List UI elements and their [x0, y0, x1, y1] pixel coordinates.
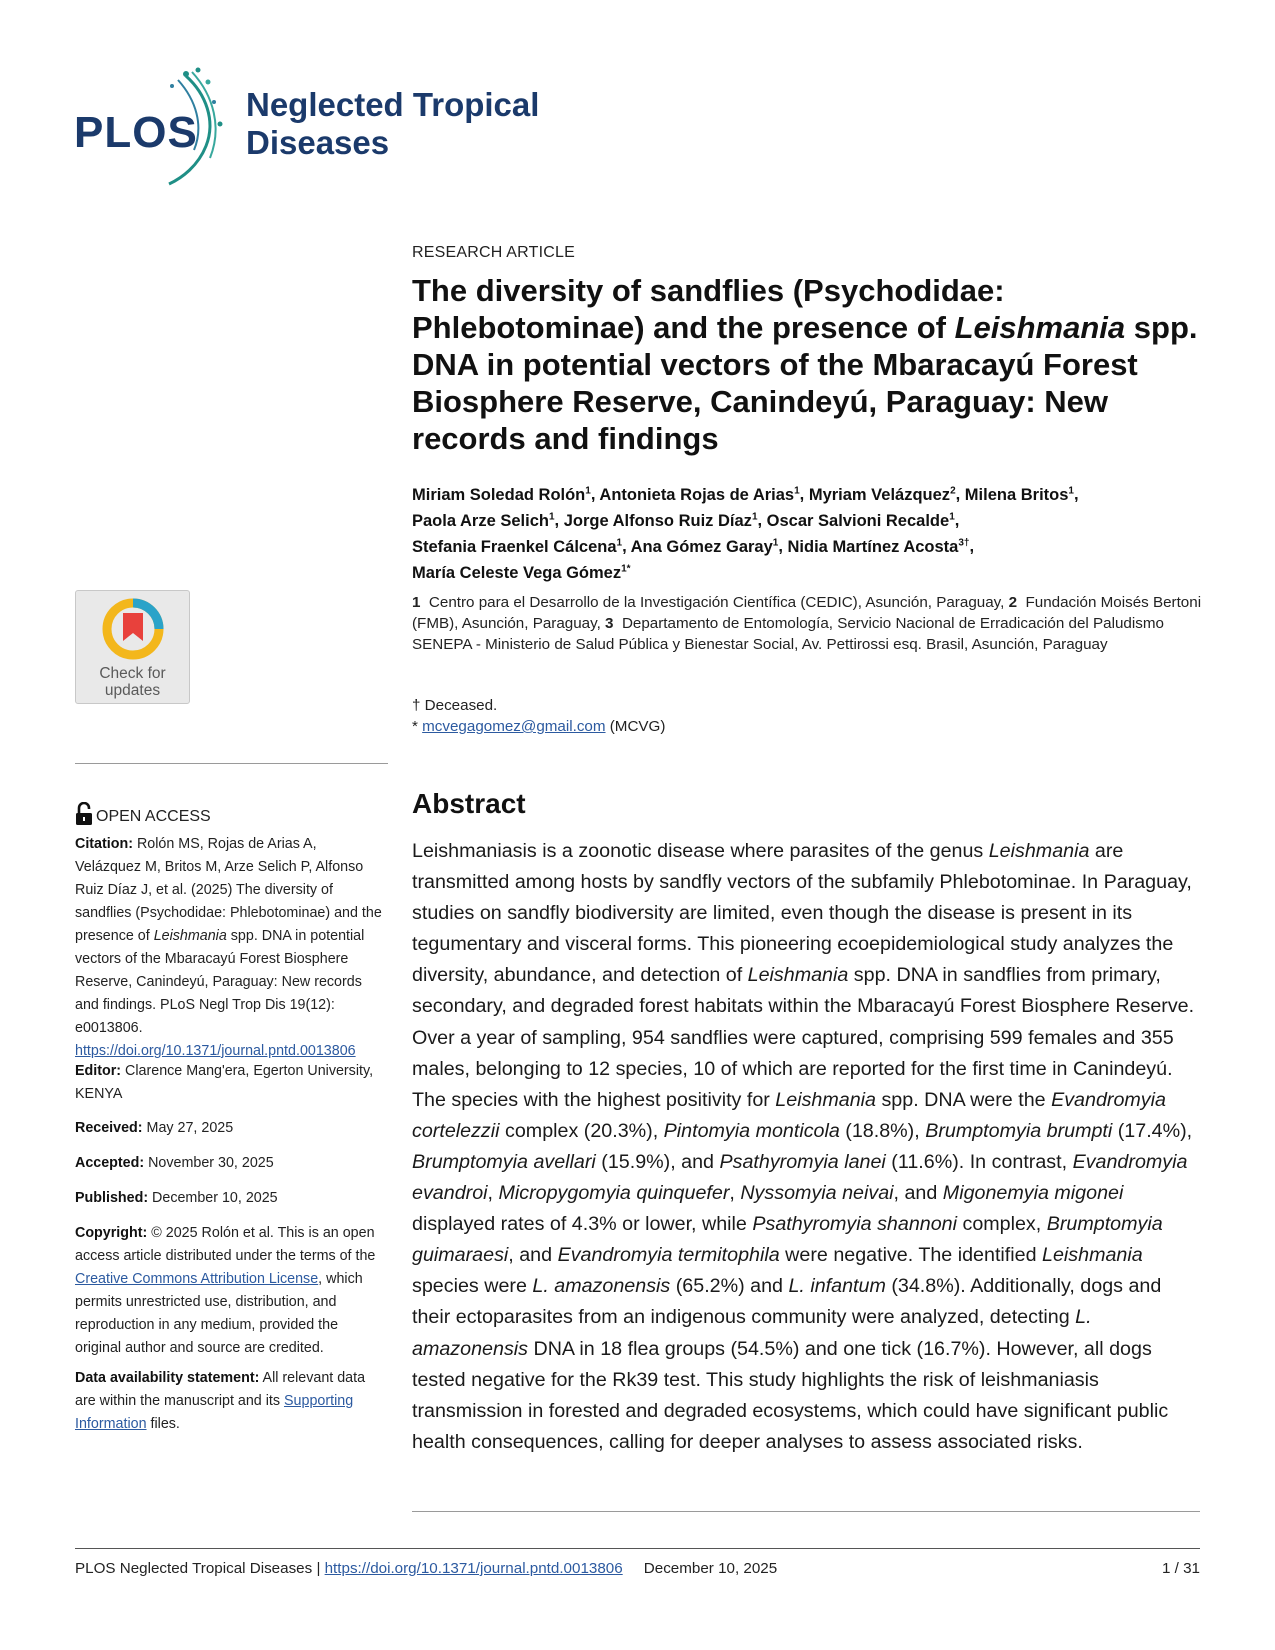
published-block: [75, 1187, 385, 1210]
received-label: Received:: [75, 1120, 143, 1136]
abstract-text: ,: [729, 1182, 741, 1205]
author-name: Paola Arze Selich: [412, 511, 549, 530]
abstract-italic-term: Nyssomyia neivai: [740, 1182, 894, 1205]
abstract-text: were negative. The identified: [779, 1244, 1043, 1267]
footer-date: December 10, 2025: [643, 1560, 778, 1577]
author-affiliation-mark: 3†: [958, 537, 970, 548]
page-number: 1 / 31: [1162, 1560, 1200, 1577]
received-block: [75, 1117, 385, 1140]
author-name: Stefania Fraenkel Cálcena: [412, 537, 617, 556]
abstract-text: spp. DNA in sandflies from primary, secondary, and degraded forest habitats within the Mbaracayú Forest Biosphere Reserve. Over a year of sampling, 954 sandflies were captured, comprising 599 females and 355 males, belonging to 12 species, 10 of which are reported for the first time in Canindeyú. The species with the highest positivity for: [412, 964, 1195, 1111]
abstract-text: DNA in 18 flea groups (54.5%) and one tick (16.7%). However, all dogs tested negative for the Rk39 test. This study highlights the risk of leishmaniasis transmission in forested and degraded ecosystems, which could have significant public health consequences, calling for deeper analyses to assess associated risks.: [412, 1337, 1169, 1453]
citation-text-b: spp. DNA in potential vectors of the Mbaracayú Forest Biosphere Reserve, Canindeyú, Paraguay: New records and findings. PLoS Negl Trop Dis 19(12): e0013806.: [75, 928, 365, 1036]
supporting-information-link[interactable]: Supporting Information: [75, 1393, 354, 1432]
published-value: December 10, 2025: [148, 1190, 278, 1206]
author: [599, 486, 799, 504]
journal-name-line2: Diseases: [246, 124, 390, 161]
author-affiliation-mark: 2: [950, 485, 956, 496]
author-name: Myriam Velázquez: [808, 485, 951, 504]
corresp-suffix: (MCVG): [605, 718, 666, 735]
title-italic: Leishmania: [954, 310, 1126, 345]
footer-divider: [75, 1548, 1200, 1549]
copyright-label: Copyright:: [75, 1225, 148, 1241]
abstract-text: (11.6%). In contrast,: [885, 1150, 1073, 1173]
abstract-italic-term: Psathyromyia lanei: [719, 1150, 886, 1173]
accepted-value: November 30, 2025: [144, 1155, 274, 1171]
copyright-text-a: © 2025 Rolón et al. This is an open access article distributed under the terms of the: [75, 1225, 376, 1264]
abstract-text: (34.8%). Additionally, dogs and their ectoparasites from an indigenous community were analyzed, detecting: [412, 1275, 1162, 1329]
citation-doi-link[interactable]: https://doi.org/10.1371/journal.pntd.0013806: [75, 1043, 356, 1059]
author-name: Antonieta Rojas de Arias: [599, 485, 795, 504]
author-name: Miriam Soledad Rolón: [412, 485, 586, 504]
author: [965, 486, 1074, 504]
check-updates-line1: Check for: [99, 665, 166, 682]
check-for-updates-badge[interactable]: [75, 590, 190, 704]
abstract-text: , and: [508, 1244, 558, 1267]
abstract-divider: [412, 1511, 1200, 1512]
abstract-italic-term: L. amazonensis: [532, 1275, 671, 1298]
author: [412, 486, 591, 504]
affiliation-number-3: 3: [605, 615, 614, 632]
author-affiliation-mark: 1: [794, 485, 800, 496]
affiliation-2: Fundación Moisés Bertoni (FMB), Asunción, Paraguay,: [412, 594, 1202, 632]
affiliation-number-2: 2: [1008, 594, 1018, 611]
author: [412, 564, 631, 582]
author: [412, 512, 555, 530]
author-name: Jorge Alfonso Ruiz Díaz: [563, 511, 752, 530]
author-list: Miriam Soledad Rolón$^1$, Antonieta Rojas de Arias$^1$, Myriam Velázquez$^2$, Milena Britos$^1$, Paola Arze Selich$^1$, Jorge Alfonso Ruiz Díaz$^1$, Oscar Salvioni Recalde$^1$, Stefania Fraenkel Cálcena$^1$, Ana Gómez Garay$^1$, Nidia Martínez Acosta$^{3\dagger}$, María Celeste Vega Gómez$^{1*}$: [412, 485, 1079, 582]
author: [564, 512, 758, 530]
footer-doi-link[interactable]: https://doi.org/10.1371/journal.pntd.0013806: [324, 1560, 623, 1577]
citation-italic: Leishmania: [153, 928, 227, 944]
author-affiliation-mark: 1: [585, 485, 591, 496]
abstract-text: (18.8%),: [839, 1119, 926, 1142]
data-availability-label: Data availability statement:: [75, 1370, 260, 1386]
author-name: Oscar Salvioni Recalde: [766, 511, 950, 530]
abstract-italic-term: Psathyromyia shannoni: [752, 1213, 957, 1236]
license-link[interactable]: Creative Commons Attribution License: [75, 1271, 319, 1287]
abstract-text: complex,: [957, 1213, 1047, 1236]
journal-name-line1: Neglected Tropical: [246, 86, 540, 123]
title-part1: The diversity of sandflies (Psychodidae: Phlebotominae) and the presence of: [412, 273, 1005, 345]
plos-wordmark: PLOS: [74, 108, 198, 157]
author-name: Ana Gómez Garay: [630, 537, 773, 556]
journal-logo: [74, 66, 594, 196]
author: [767, 512, 955, 530]
abstract-italic-term: Brumptomyia guimaraesi: [412, 1213, 1163, 1267]
author-affiliation-mark: 1: [751, 511, 758, 522]
footer-separator: |: [312, 1560, 325, 1577]
abstract-text: are transmitted among hosts by sandfly vectors of the subfamily Phlebotominae. In Paraguay, studies on sandfly biodiversity are limited, even though the disease is present in its tegumentary and visceral forms. This pioneering ecoepidemiological study analyzes the diversity, abundance, and detection of: [412, 840, 1192, 987]
abstract-text: ,: [487, 1182, 499, 1205]
abstract-text: , and: [893, 1182, 943, 1205]
abstract-italic-term: Brumptomyia avellari: [412, 1150, 596, 1173]
affiliation-1: Centro para el Desarrollo de la Investigación Científica (CEDIC), Asunción, Paraguay,: [428, 594, 1005, 611]
page-footer: [75, 1560, 1200, 1577]
open-access-label: [75, 802, 211, 826]
abstract-italic-term: Leishmania: [1042, 1244, 1143, 1267]
abstract-italic-term: Leishmania: [988, 840, 1090, 862]
abstract-italic-term: L. infantum: [788, 1275, 886, 1298]
abstract-italic-term: Pintomyia monticola: [663, 1119, 840, 1142]
accepted-block: [75, 1152, 385, 1175]
author: [809, 486, 956, 504]
abstract-text: Leishmaniasis is a zoonotic disease where parasites of the genus: [412, 840, 989, 862]
data-availability-text-b: files.: [146, 1416, 180, 1432]
abstract-text: complex (20.3%),: [499, 1119, 664, 1142]
abstract-text: spp. DNA were the: [875, 1088, 1052, 1111]
abstract-italic-term: Evandromyia cortelezzii: [412, 1088, 1166, 1142]
abstract-italic-term: L. amazonensis: [412, 1306, 1092, 1360]
author: [631, 538, 779, 556]
affiliations: [412, 592, 1202, 655]
abstract-text: species were: [412, 1275, 533, 1298]
author-affiliation-mark: 1: [548, 511, 555, 522]
abstract-italic-term: Micropygomyia quinquefer: [498, 1182, 730, 1205]
abstract-italic-term: Brumptomyia brumpti: [925, 1119, 1113, 1142]
corresponding-email-link[interactable]: mcvegagomez@gmail.com: [422, 718, 606, 735]
citation-label: Citation:: [75, 836, 133, 852]
abstract-italic-term: Evandromyia evandroi: [412, 1150, 1188, 1205]
editor-block: [75, 1060, 385, 1106]
abstract-text: (65.2%) and: [670, 1275, 789, 1298]
author-name: Milena Britos: [964, 485, 1069, 504]
affiliation-3: Departamento de Entomología, Servicio Nacional de Erradicación del Paludismo SENEPA - Ministerio de Salud Pública y Bienestar Social, Av. Pettirossi esq. Brasil, Asunción, Paraguay: [412, 615, 1164, 653]
author-affiliation-mark: 1: [949, 511, 955, 522]
citation-block: [75, 833, 385, 1063]
author-affiliation-mark: 1: [616, 537, 623, 548]
accepted-label: Accepted:: [75, 1155, 145, 1171]
author-name: Nidia Martínez Acosta: [787, 537, 959, 556]
copyright-text-b: , which permits unrestricted use, distribution, and reproduction in any medium, provided the original author and source are credited.: [75, 1271, 363, 1356]
author-affiliation-mark: 1: [772, 537, 779, 548]
footer-journal: PLOS Neglected Tropical Diseases: [75, 1560, 313, 1577]
open-access-text: OPEN ACCESS: [96, 808, 211, 825]
abstract-italic-term: Leishmania: [747, 964, 849, 987]
abstract-italic-term: Migonemyia migonei: [942, 1182, 1124, 1205]
author-affiliation-mark: 1: [1068, 485, 1074, 496]
check-for-updates-icon: [101, 597, 165, 661]
open-lock-icon: [75, 802, 93, 826]
citation-text-a: Rolón MS, Rojas de Arias A, Velázquez M, Britos M, Arze Selich P, Alfonso Ruiz Díaz J, et al. (2025) The diversity of sandflies (Psychodidae: Phlebotominae) and the presence of: [75, 836, 382, 944]
author-name: María Celeste Vega Gómez: [412, 563, 622, 582]
editor-value: Clarence Mang'era, Egerton University, KENYA: [75, 1063, 374, 1102]
data-availability-text-a: All relevant data are within the manuscript and its: [75, 1370, 366, 1409]
article-title: [412, 272, 1212, 457]
abstract-text: displayed rates of 4.3% or lower, while: [412, 1213, 753, 1236]
published-label: Published:: [75, 1190, 149, 1206]
abstract-body: [412, 836, 1202, 1458]
deceased-note: † Deceased.: [412, 697, 498, 714]
abstract-heading: Abstract: [412, 788, 526, 819]
abstract-text: (17.4%),: [1112, 1119, 1193, 1142]
corresp-prefix: *: [412, 718, 423, 735]
author: [788, 538, 970, 556]
copyright-block: [75, 1222, 385, 1360]
received-value: May 27, 2025: [142, 1120, 234, 1136]
article-type: RESEARCH ARTICLE: [412, 244, 575, 261]
abstract-text: (15.9%), and: [595, 1150, 720, 1173]
author-affiliation-mark: 1*: [621, 563, 631, 574]
journal-name: [246, 86, 539, 162]
corresponding-note: [412, 718, 665, 735]
abstract-italic-term: Leishmania: [775, 1088, 876, 1111]
check-updates-line2: updates: [104, 682, 161, 699]
data-availability-block: [75, 1367, 385, 1436]
title-part2: spp. DNA in potential vectors of the Mbaracayú Forest Biosphere Reserve, Canindeyú, Paraguay: New records and findings: [412, 310, 1198, 456]
left-divider: [75, 763, 388, 764]
affiliation-number-1: 1: [412, 594, 421, 611]
author: [412, 538, 622, 556]
editor-label: Editor:: [75, 1063, 122, 1079]
abstract-italic-term: Evandromyia termitophila: [557, 1244, 780, 1267]
